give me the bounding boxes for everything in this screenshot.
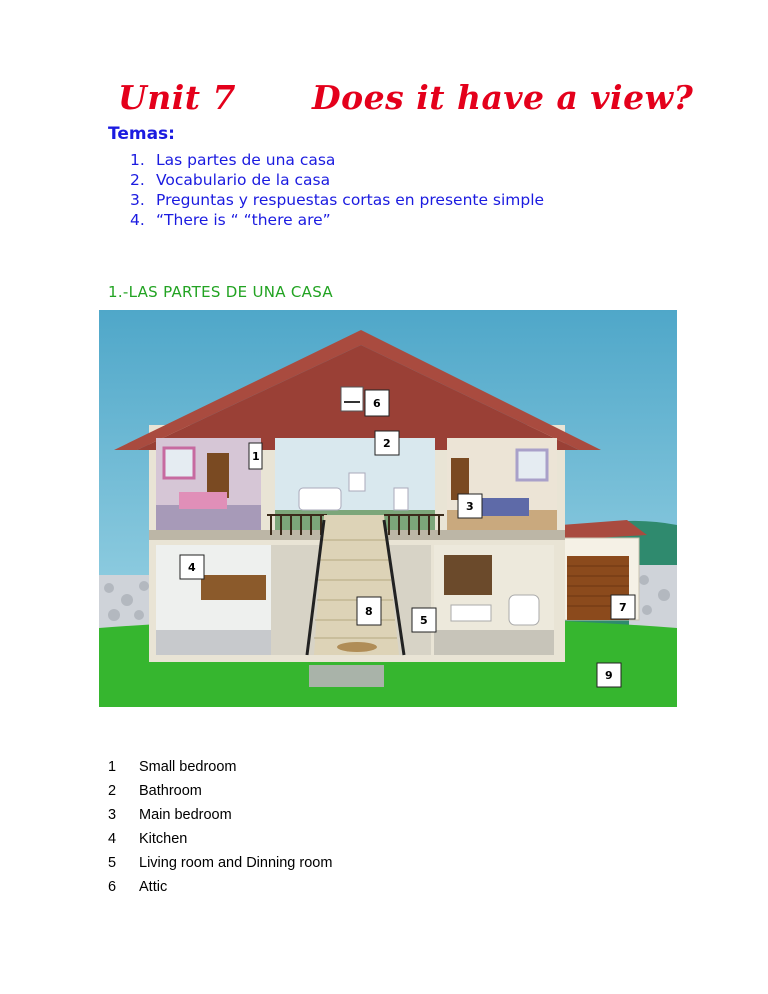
house-illustration — [99, 310, 677, 707]
legend-label: Living room and Dinning room — [139, 855, 333, 871]
svg-text:9: 9 — [605, 669, 613, 682]
marker-4 — [180, 555, 204, 579]
marker-2 — [375, 431, 399, 455]
svg-text:6: 6 — [373, 397, 381, 410]
kitchen-counter — [201, 575, 266, 600]
topic-text: Preguntas y respuestas cortas en presente simple — [156, 191, 545, 209]
small-bedroom-window — [164, 448, 194, 478]
legend-number: 2 — [108, 783, 117, 799]
cabinet — [444, 555, 492, 595]
legend-number: 5 — [108, 855, 117, 871]
legend-label: Attic — [139, 879, 168, 895]
bathtub — [299, 488, 341, 510]
legend-number: 1 — [108, 759, 117, 775]
marker-7 — [611, 595, 635, 619]
garden-path — [309, 665, 384, 687]
topics-list — [130, 150, 544, 230]
marker-9 — [597, 663, 621, 687]
toilet — [394, 488, 408, 510]
topic-number: 3. — [130, 191, 145, 209]
topic-text: Vocabulario de la casa — [156, 171, 331, 189]
legend-item — [108, 779, 332, 803]
topic-number: 2. — [130, 171, 145, 189]
svg-text:2: 2 — [383, 437, 391, 450]
topic-item — [130, 150, 544, 170]
legend-label: Small bedroom — [139, 759, 237, 775]
legend-label: Kitchen — [139, 831, 188, 847]
topic-text: “There is “ “there are” — [156, 211, 331, 229]
legend-item — [108, 827, 332, 851]
unit-title: Unit 7 — [118, 78, 237, 117]
armchair — [509, 595, 539, 625]
svg-text:1: 1 — [252, 450, 260, 463]
topic-number: 4. — [130, 211, 145, 229]
svg-text:7: 7 — [619, 601, 627, 614]
temas-heading: Temas: — [108, 124, 175, 144]
svg-text:4: 4 — [188, 561, 196, 574]
topic-text: Las partes de una casa — [156, 151, 336, 169]
main-bedroom-window — [517, 450, 547, 480]
marker-5 — [412, 608, 436, 632]
legend-list — [108, 755, 332, 899]
marker-1 — [249, 443, 262, 469]
topic-item — [130, 170, 544, 190]
section-title: 1.-LAS PARTES DE UNA CASA — [108, 283, 333, 301]
svg-text:8: 8 — [365, 605, 373, 618]
legend-label: Main bedroom — [139, 807, 232, 823]
marker-8 — [357, 597, 381, 625]
legend-item — [108, 875, 332, 899]
marker-6 — [365, 390, 389, 416]
legend-label: Bathroom — [139, 783, 202, 799]
legend-number: 4 — [108, 831, 117, 847]
attic-window — [341, 387, 363, 411]
marker-3 — [458, 494, 482, 518]
legend-item — [108, 803, 332, 827]
unit-question: Does it have a view? — [312, 78, 694, 117]
small-bedroom-door — [207, 453, 229, 498]
legend-item — [108, 851, 332, 875]
legend-item — [108, 755, 332, 779]
topic-item — [130, 210, 544, 230]
topic-item — [130, 190, 544, 210]
legend-number: 6 — [108, 879, 117, 895]
topic-number: 1. — [130, 151, 145, 169]
small-bed — [179, 492, 227, 509]
sink — [349, 473, 365, 491]
rug — [337, 642, 377, 652]
svg-text:5: 5 — [420, 614, 428, 627]
svg-text:3: 3 — [466, 500, 474, 513]
legend-number: 3 — [108, 807, 117, 823]
dining-table — [451, 605, 491, 621]
